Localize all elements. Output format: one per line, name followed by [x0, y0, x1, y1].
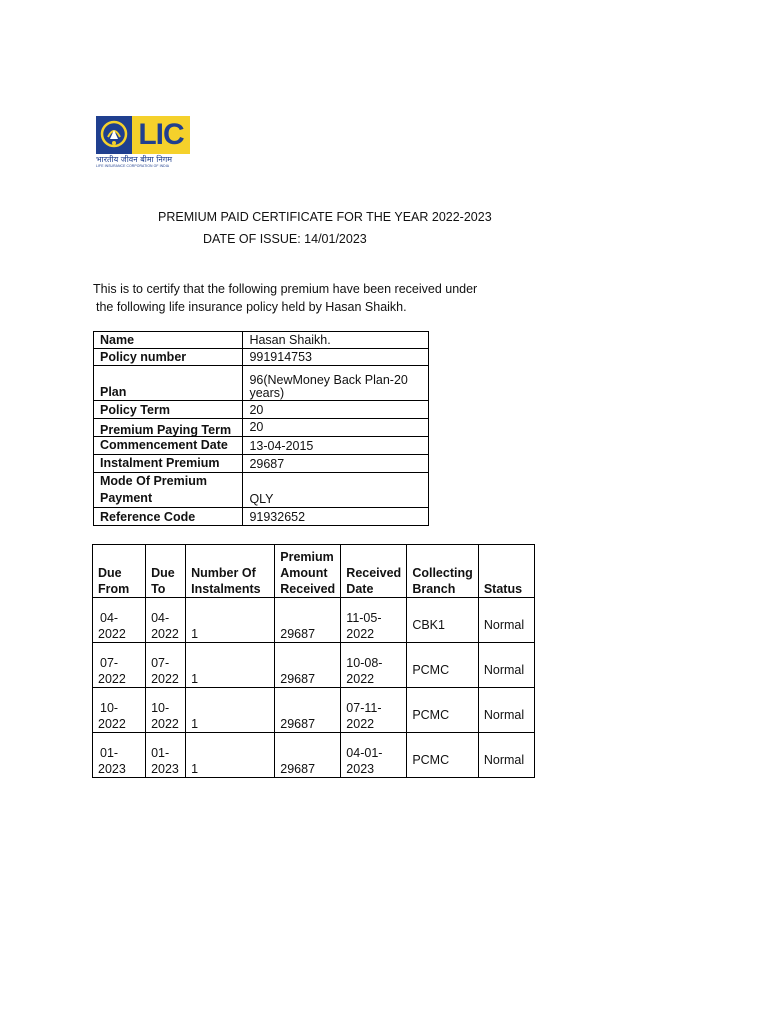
received-date-cell: [341, 688, 407, 733]
policy-row: [94, 366, 429, 401]
due-to-year: 2022: [151, 627, 179, 641]
status-cell: Normal: [478, 688, 534, 733]
received-part: 04-01-: [346, 746, 383, 760]
policy-label: Policy Term: [94, 401, 243, 419]
received-year: 2022: [346, 717, 375, 731]
lic-hindi-name: भारतीय जीवन बीमा निगम: [96, 155, 173, 164]
due-from-year: 2023: [98, 762, 126, 776]
col-header-branch: Collecting Branch: [407, 545, 479, 598]
due-from-year: 2022: [98, 672, 126, 686]
policy-label: Commencement Date: [94, 437, 243, 455]
due-from-part: 10-: [100, 701, 119, 715]
policy-label: Premium Paying Term: [94, 419, 243, 437]
branch-cell: PCMC: [407, 643, 479, 688]
certificate-title: PREMIUM PAID CERTIFICATE FOR THE YEAR 2022-2023: [158, 210, 492, 224]
col-header-due-from: Due From: [93, 545, 146, 598]
date-of-issue: DATE OF ISSUE: 14/01/2023: [203, 232, 367, 246]
due-from-year: 2022: [98, 627, 126, 641]
status-cell: Normal: [478, 643, 534, 688]
policy-value: 20: [243, 401, 429, 419]
received-year: 2023: [346, 762, 375, 776]
policy-row: [94, 508, 429, 526]
amount-cell: 29687: [275, 688, 341, 733]
policy-label: Instalment Premium: [94, 455, 243, 473]
col-header-received-date: Received Date: [341, 545, 407, 598]
policy-value: 13-04-2015: [243, 437, 429, 455]
received-year: 2022: [346, 672, 375, 686]
instalments-cell: 1: [186, 733, 275, 778]
due-from-part: 01-: [100, 746, 119, 760]
table-row: [93, 688, 535, 733]
table-row: [93, 643, 535, 688]
policy-value: 91932652: [243, 508, 429, 526]
policy-value: 20: [243, 419, 429, 437]
due-from-cell: [93, 598, 146, 643]
table-row: [93, 733, 535, 778]
instalments-cell: 1: [186, 643, 275, 688]
intro-line-2: the following life insurance policy held by Hasan Shaikh.: [96, 300, 407, 314]
policy-value: Hasan Shaikh.: [243, 332, 429, 349]
col-header-instalments: Number Of Instalments: [186, 545, 275, 598]
policy-row: [94, 437, 429, 455]
branch-cell: PCMC: [407, 688, 479, 733]
due-from-cell: [93, 643, 146, 688]
policy-row: [94, 401, 429, 419]
policy-label: Plan: [94, 366, 243, 401]
branch-cell: PCMC: [407, 733, 479, 778]
policy-row: [94, 332, 429, 349]
lic-emblem-icon: [96, 116, 132, 154]
policy-label: Name: [94, 332, 243, 349]
due-to-cell: [146, 688, 186, 733]
branch-cell: CBK1: [407, 598, 479, 643]
amount-cell: 29687: [275, 643, 341, 688]
premium-header-row: [93, 545, 535, 598]
received-part: 10-08-: [346, 656, 383, 670]
due-to-part: 07-: [151, 656, 170, 670]
policy-value: 991914753: [243, 349, 429, 366]
due-to-part: 10-: [151, 701, 170, 715]
due-to-year: 2023: [151, 762, 179, 776]
policy-value: QLY: [243, 473, 429, 508]
due-from-cell: [93, 688, 146, 733]
due-to-part: 01-: [151, 746, 170, 760]
policy-value: 29687: [243, 455, 429, 473]
col-header-status: Status: [478, 545, 534, 598]
intro-text: [93, 280, 513, 316]
received-part: 11-05-: [346, 611, 382, 625]
received-date-cell: [341, 733, 407, 778]
due-to-year: 2022: [151, 717, 179, 731]
policy-row: [94, 349, 429, 366]
policy-value: 96(NewMoney Back Plan-20 years): [243, 366, 429, 401]
received-year: 2022: [346, 627, 375, 641]
policy-details-table: [93, 331, 429, 526]
received-date-cell: [341, 598, 407, 643]
due-to-cell: [146, 598, 186, 643]
due-to-cell: [146, 643, 186, 688]
instalments-cell: 1: [186, 688, 275, 733]
status-cell: Normal: [478, 733, 534, 778]
col-header-amount: Premium Amount Received: [275, 545, 341, 598]
amount-cell: 29687: [275, 598, 341, 643]
received-date-cell: [341, 643, 407, 688]
intro-line-1: This is to certify that the following premium have been received under: [93, 282, 478, 296]
received-part: 07-11-: [346, 701, 382, 715]
lic-logo: [96, 116, 196, 168]
policy-row: [94, 419, 429, 437]
due-to-cell: [146, 733, 186, 778]
policy-label: Mode Of Premium Payment: [94, 473, 243, 508]
amount-cell: 29687: [275, 733, 341, 778]
status-cell: Normal: [478, 598, 534, 643]
table-row: [93, 598, 535, 643]
policy-label: Policy number: [94, 349, 243, 366]
policy-row: [94, 473, 429, 508]
col-header-due-to: Due To: [146, 545, 186, 598]
lic-english-name: LIFE INSURANCE CORPORATION OF INDIA: [96, 164, 170, 168]
policy-row: [94, 455, 429, 473]
due-from-cell: [93, 733, 146, 778]
instalments-cell: 1: [186, 598, 275, 643]
due-from-part: 04-: [100, 611, 119, 625]
due-from-year: 2022: [98, 717, 126, 731]
due-to-part: 04-: [151, 611, 170, 625]
due-to-year: 2022: [151, 672, 179, 686]
lic-wordmark: LIC: [132, 116, 190, 154]
premium-history-table: [92, 544, 535, 778]
policy-label: Reference Code: [94, 508, 243, 526]
due-from-part: 07-: [100, 656, 119, 670]
